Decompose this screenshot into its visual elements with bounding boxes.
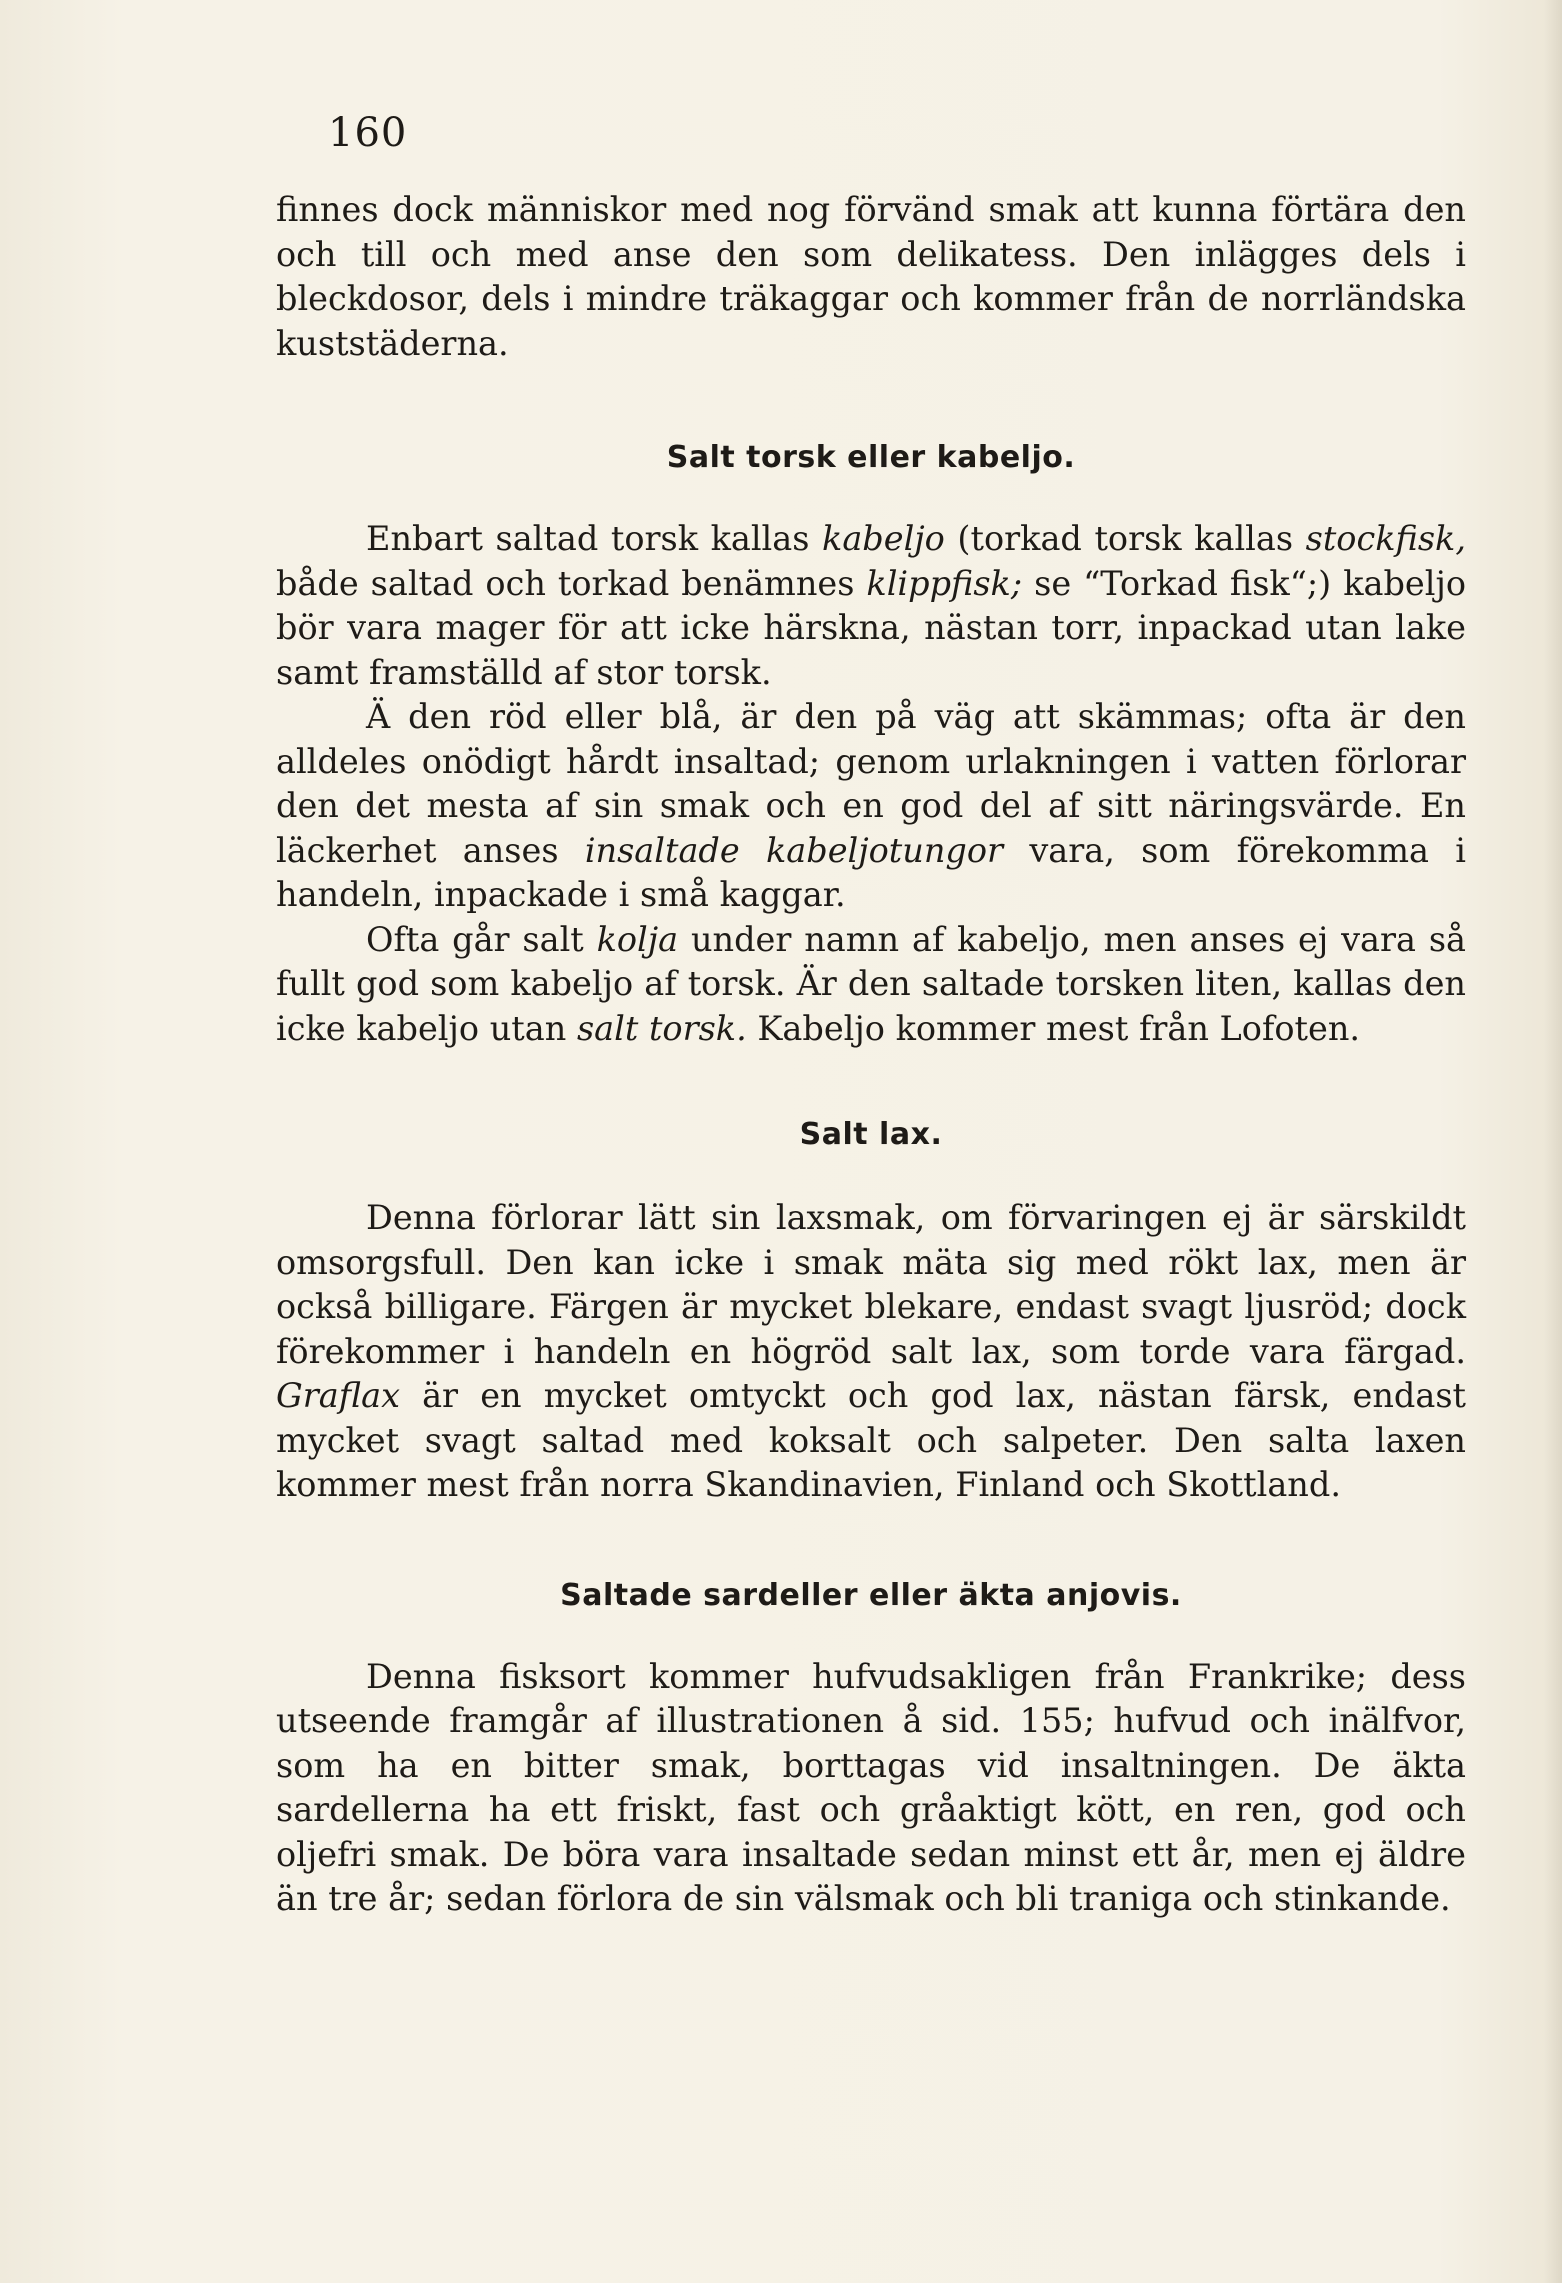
heading-saltade-sardeller: Saltade sardeller eller äkta anjovis. [560, 1577, 1182, 1613]
term-salt-torsk: salt torsk. [576, 1008, 747, 1048]
heading-salt-lax: Salt lax. [799, 1117, 943, 1152]
intro-paragraph: finnes dock människor med nog förvänd smak att kunna förtära den och till och med anse den som delikatess. Den inlägges dels i bleckdosor, dels i mindre träkaggar och kommer från de norrländska kuststäderna. [276, 190, 1466, 363]
page-edge-shadow [1544, 0, 1562, 2283]
paragraph-kabeljo-definition: Enbart saltad torsk kallas kabeljo (torkad torsk kallas stockfisk, både saltad och torkad benämnes klippfisk; se “Torkad fisk“;) kabeljo bör vara mager för att icke härskna, nästan torr, inpackad utan lake samt framställd af stor torsk. [276, 519, 1466, 692]
paragraph-kabeljo-origin: Ofta går salt kolja under namn af kabeljo, men anses ej vara så fullt god som kabeljo af torsk. Är den saltade torsken liten, kallas den icke kabeljo utan salt torsk. Kabeljo kommer mest från Lofoten. [276, 919, 1466, 1048]
term-kolja: kolja [596, 919, 679, 959]
term-stockfisk: stockfisk, [1305, 519, 1466, 558]
paragraph-kabeljo-quality: Ä den röd eller blå, är den på väg att skämmas; ofta är den alldeles onödigt hårdt insaltad; genom urlakningen i vatten förlorar den det mesta af sin smak och en god del af sitt näringsvärde. En läckerhet anses insaltade kabeljotungor vara, som förekomma i handeln, inpackade i små kaggar. [276, 697, 1466, 914]
term-graflax: Graflax [276, 1376, 400, 1415]
term-kabeljo: kabeljo [822, 519, 945, 558]
page-body [276, 188, 1466, 1922]
paragraph-salt-lax: Denna förlorar lätt sin laxsmak, om förvaringen ej är särskildt omsorgsfull. Den kan icke i smak mäta sig med rökt lax, men är också billigare. Färgen är mycket blekare, endast svagt ljusröd; dock förekommer i handeln en högröd salt lax, som torde vara färgad. Graflax är en mycket omtyckt och god lax, nästan färsk, endast mycket svagt saltad med koksalt och salpeter. Den salta laxen kommer mest från norra Skandinavien, Finland och Skottland. [276, 1198, 1466, 1504]
term-klippfisk: klippfisk; [866, 563, 1023, 603]
page-number: 160 [328, 110, 408, 156]
term-insaltade-kabeljotungor: insaltade kabeljotungor [584, 830, 1004, 870]
heading-salt-torsk: Salt torsk eller kabeljo. [666, 440, 1076, 475]
paragraph-sardeller: Denna fisksort kommer hufvudsakligen från Frankrike; dess utseende framgår af illustrationen å sid. 155; hufvud och inälfvor, som ha en bitter smak, borttagas vid insaltningen. De äkta sardellerna ha ett friskt, fast och gråaktigt kött, en ren, god och oljefri smak. De böra vara insaltade sedan minst ett år, men ej äldre än tre år; sedan förlora de sin välsmak och bli traniga och stinkande. [276, 1656, 1466, 1918]
